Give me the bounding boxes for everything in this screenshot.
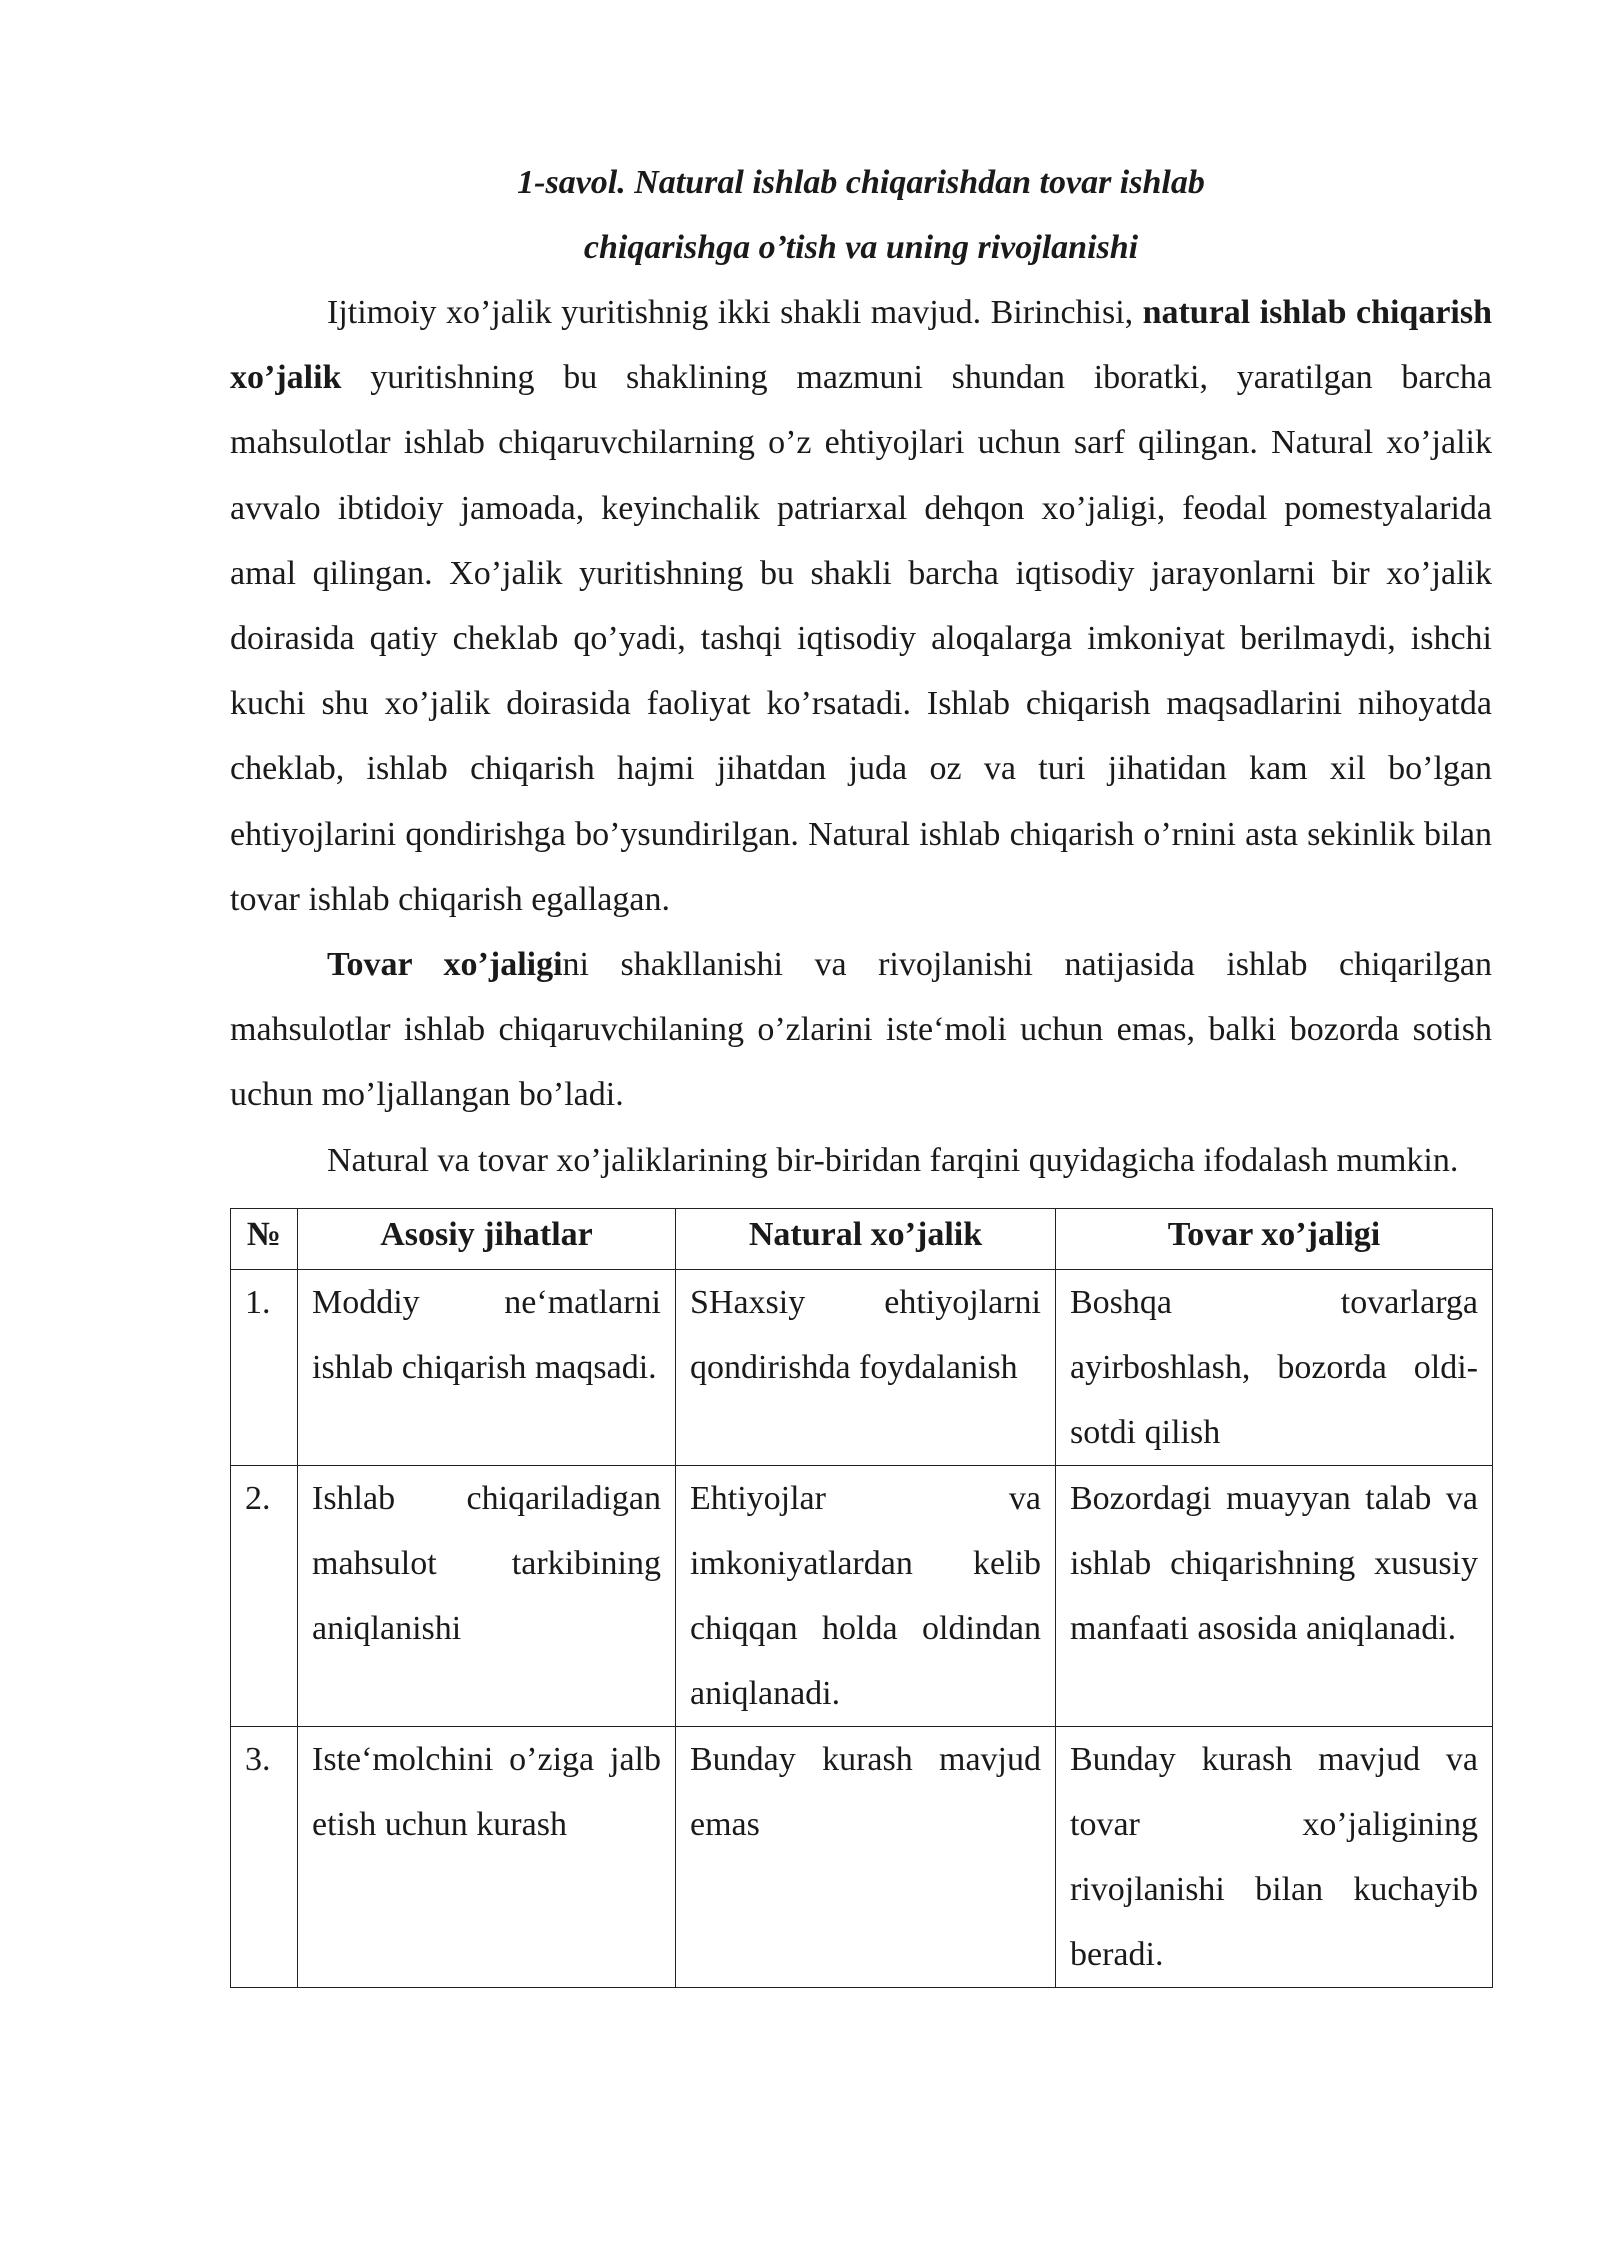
row-number: 2. bbox=[231, 1465, 298, 1726]
title-line-2: chiqarishga o’tish va uning rivojlanishi bbox=[583, 229, 1139, 266]
row-aspect: Moddiy ne‘matlarni ishlab chiqarish maqsadi. bbox=[298, 1269, 676, 1465]
row-natural: Bunday kurash mavjud emas bbox=[676, 1726, 1056, 1987]
row-natural: Ehtiyojlar va imkoniyatlardan kelib chiqqan holda oldindan aniqlanadi. bbox=[676, 1465, 1056, 1726]
table-row bbox=[231, 1269, 1493, 1465]
comparison-table bbox=[230, 1208, 1493, 1988]
table-row bbox=[231, 1726, 1493, 1987]
table-row bbox=[231, 1465, 1493, 1726]
table-header-row bbox=[231, 1208, 1493, 1269]
header-number: № bbox=[231, 1208, 298, 1269]
paragraph-1 bbox=[230, 280, 1492, 932]
paragraph-2 bbox=[230, 932, 1492, 1128]
paragraph-1-start: Ijtimoiy xo’jalik yuritishnig ikki shakli mavjud. Birinchisi, bbox=[327, 294, 1143, 331]
row-number: 3. bbox=[231, 1726, 298, 1987]
row-aspect: Ishlab chiqariladigan mahsulot tarkibining aniqlanishi bbox=[298, 1465, 676, 1726]
header-natural: Natural xo’jalik bbox=[676, 1208, 1056, 1269]
title-line-1: 1-savol. Natural ishlab chiqarishdan tovar ishlab bbox=[517, 164, 1205, 201]
row-natural: SHaxsiy ehtiyojlarni qondirishda foydalanish bbox=[676, 1269, 1056, 1465]
row-aspect: Iste‘molchini o’ziga jalb etish uchun kurash bbox=[298, 1726, 676, 1987]
paragraph-1-rest: yuritishning bu shaklining mazmuni shundan iboratki, yaratilgan barcha mahsulotlar ishlab chiqaruvchilarning o’z ehtiyojlari uchun sarf qilingan. Natural xo’jalik avvalo ibtidoiy jamoada, keyinchalik patriarxal dehqon xo’jaligi, feodal pomestyalarida amal qilingan. Xo’jalik yuritishning bu shakli barcha iqtisodiy jarayonlarni bir xo’jalik doirasida qatiy cheklab qo’yadi, tashqi iqtisodiy aloqalarga imkoniyat berilmaydi, ishchi kuchi shu xo’jalik doirasida faoliyat ko’rsatadi. Ishlab chiqarish maqsadlarini nihoyatda cheklab, ishlab chiqarish hajmi jihatdan juda oz va turi jihatidan kam xil bo’lgan ehtiyojlarini qondirishga bo’ysundirilgan. Natural ishlab chiqarish o’rnini asta sekinlik bilan tovar ishlab chiqarish egallagan. bbox=[230, 359, 1492, 918]
row-commodity: Bunday kurash mavjud va tovar xo’jaligining rivojlanishi bilan kuchayib beradi. bbox=[1056, 1726, 1493, 1987]
paragraph-1-bold: natural ishlab chiqarish xo’jalik bbox=[230, 294, 1493, 397]
row-commodity: Boshqa tovarlarga ayirboshlash, bozorda oldi-sotdi qilish bbox=[1056, 1269, 1493, 1465]
row-commodity: Bozordagi muayyan talab va ishlab chiqarishning xususiy manfaati asosida aniqlanadi. bbox=[1056, 1465, 1493, 1726]
header-commodity: Tovar xo’jaligi bbox=[1056, 1208, 1493, 1269]
header-aspects: Asosiy jihatlar bbox=[298, 1208, 676, 1269]
document-page bbox=[230, 150, 1492, 1988]
paragraph-2-rest: ni shakllanishi va rivojlanishi natijasida ishlab chiqarilgan mahsulotlar ishlab chiqaruvchilaning o’zlarini iste‘moli uchun emas, balki bozorda sotish uchun mo’ljallangan bo’ladi. bbox=[230, 946, 1492, 1114]
paragraph-3: Natural va tovar xo’jaliklarining bir-biridan farqini quyidagicha ifodalash mumkin. bbox=[327, 1141, 1459, 1179]
row-number: 1. bbox=[231, 1269, 298, 1465]
paragraph-2-bold: Tovar xo’jaligi bbox=[327, 946, 563, 984]
